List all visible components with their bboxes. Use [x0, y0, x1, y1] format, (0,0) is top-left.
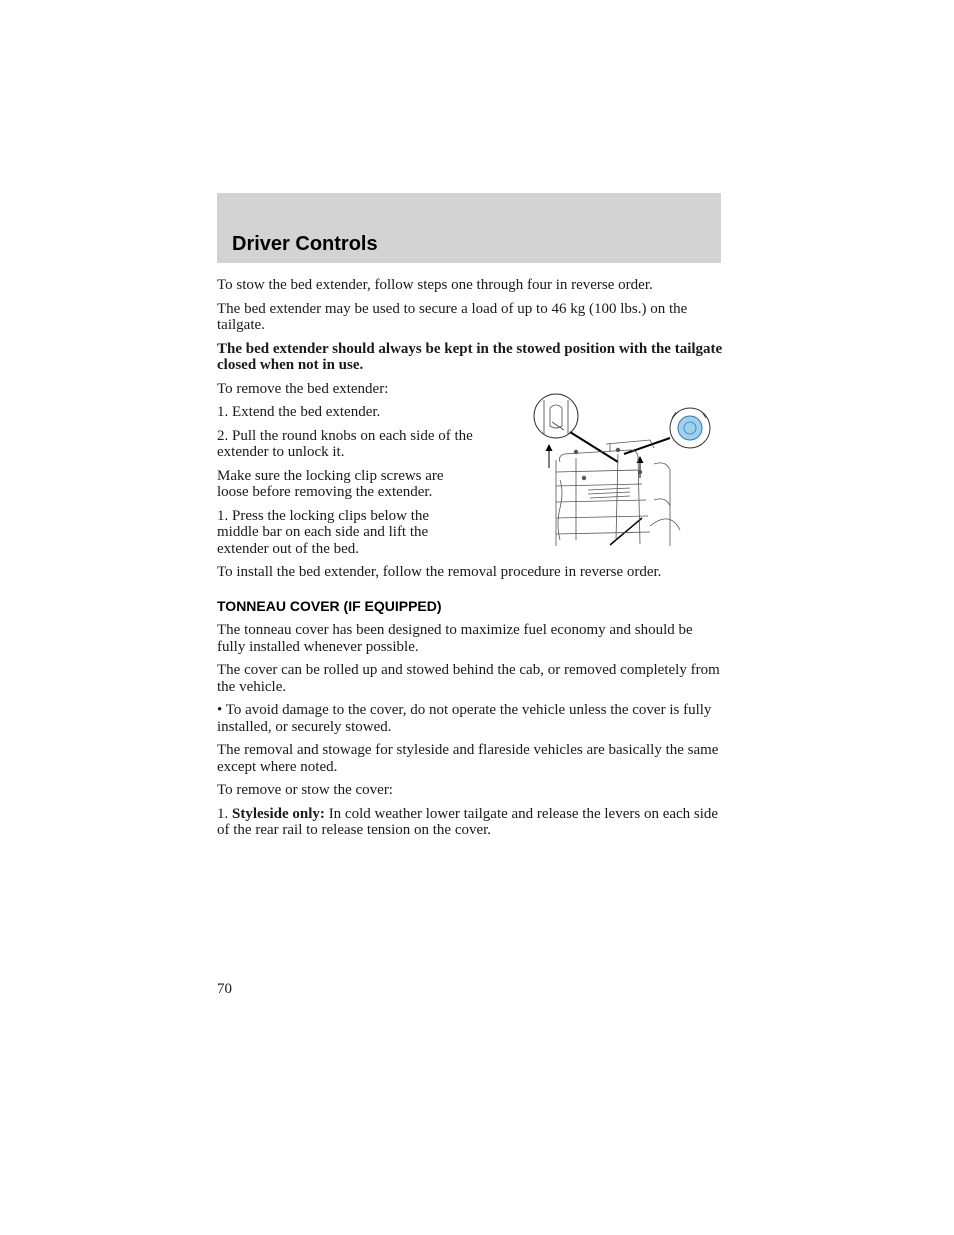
knob-highlight [678, 416, 702, 440]
removal-step: 1. Extend the bed extender. [217, 404, 381, 420]
removal-step: 1. Press the locking clips below the middle bar on each side and lift the extender out of the bed. [217, 507, 430, 557]
step-text: In cold weather lower tailgate and release the levers on each side of the rear rail to release tension on the cover. [217, 805, 719, 838]
page-number: 70 [217, 981, 232, 997]
paragraph: To remove or stow the cover: [217, 782, 393, 798]
tonneau-heading: TONNEAU COVER (IF EQUIPPED) [217, 597, 442, 614]
paragraph: The removal and stowage for styleside and flareside vehicles are basically the same except where noted. [217, 742, 719, 775]
body-text [217, 277, 723, 846]
extender-cage [556, 440, 680, 546]
paragraph: The bed extender may be used to secure a load of up to 46 kg (100 lbs.) on the tailgate. [217, 300, 688, 333]
bed-extender-diagram [530, 390, 715, 550]
header-band [217, 193, 721, 263]
bed-extender-illustration [530, 390, 715, 550]
step-number: 1. [217, 805, 232, 822]
removal-intro: To remove the bed extender: [217, 380, 389, 397]
removal-step: 2. Pull the round knobs on each side of the extender to unlock it. [217, 427, 473, 460]
step-label: Styleside only: [232, 805, 325, 822]
paragraph: The tonneau cover has been designed to maximize fuel economy and should be fully installed whenever possible. [217, 622, 693, 655]
section-title: Driver Controls [232, 233, 378, 255]
removal-note: Make sure the locking clip screws are loose before removing the extender. [217, 467, 444, 500]
tonneau-step [217, 806, 723, 839]
paragraph: The cover can be rolled up and stowed behind the cab, or removed completely from the vehicle. [217, 662, 720, 695]
warning-text: The bed extender should always be kept in the stowed position with the tailgate closed when not in use. [217, 340, 723, 373]
bullet-item: • To avoid damage to the cover, do not operate the vehicle unless the cover is fully installed, or securely stowed. [217, 702, 712, 735]
locking-clip-detail [534, 394, 578, 438]
paragraph: To stow the bed extender, follow steps one through four in reverse order. [217, 277, 653, 293]
install-text: To install the bed extender, follow the removal procedure in reverse order. [217, 564, 662, 580]
